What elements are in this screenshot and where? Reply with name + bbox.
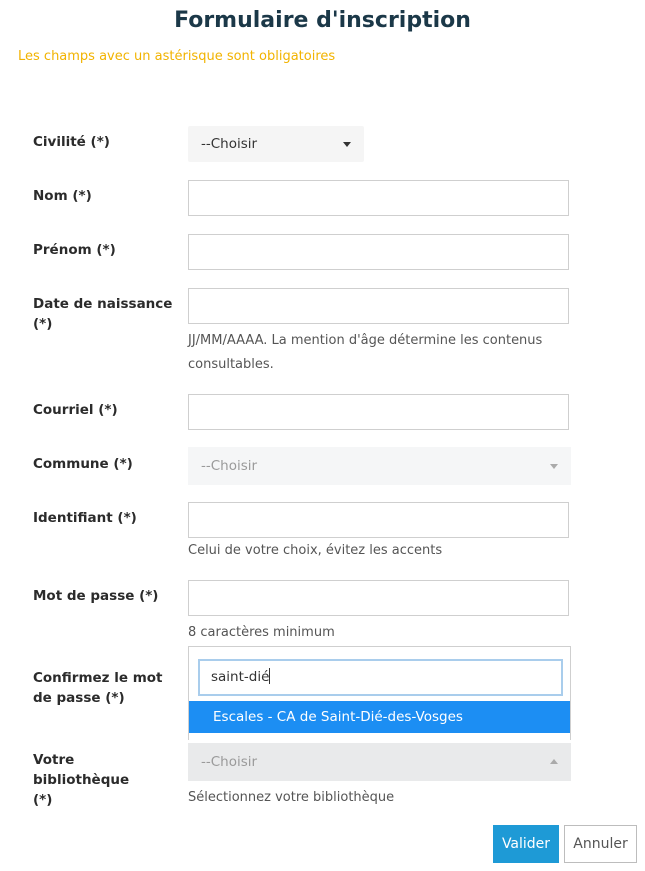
- caret-down-icon: [550, 464, 558, 469]
- password-help: 8 caractères minimum: [188, 625, 335, 640]
- courriel-input[interactable]: [188, 394, 569, 430]
- bibliotheque-select-value: --Choisir: [201, 754, 258, 770]
- dropdown-search-value: saint-dié: [211, 669, 270, 685]
- cancel-button[interactable]: Annuler: [564, 825, 637, 863]
- bibliotheque-label-line2: (*): [33, 792, 53, 808]
- nom-label: Nom (*): [33, 188, 92, 204]
- identifiant-help: Celui de votre choix, évitez les accents: [188, 543, 443, 558]
- identifiant-input[interactable]: [188, 502, 569, 538]
- dropdown-search-input[interactable]: [198, 659, 563, 696]
- identifiant-label: Identifiant (*): [33, 510, 137, 526]
- caret-down-icon: [343, 142, 351, 147]
- password-confirm-label-line2: de passe (*): [33, 690, 125, 706]
- naissance-help: [188, 329, 542, 377]
- dropdown-option[interactable]: Escales - CA de Saint-Dié-des-Vosges: [189, 701, 570, 733]
- password-label: Mot de passe (*): [33, 588, 159, 604]
- submit-button[interactable]: Valider: [493, 825, 559, 863]
- naissance-label: [33, 294, 173, 334]
- text-cursor: [269, 668, 270, 684]
- password-confirm-label-line1: Confirmez le mot: [33, 670, 163, 686]
- civilite-label: Civilité (*): [33, 134, 110, 150]
- page-title: Formulaire d'inscription: [174, 8, 471, 33]
- naissance-help-line2: consultables.: [188, 357, 274, 372]
- nom-input[interactable]: [188, 180, 569, 216]
- commune-select[interactable]: [188, 447, 571, 485]
- bibliotheque-label: [33, 750, 173, 810]
- prenom-input[interactable]: [188, 234, 569, 270]
- naissance-input[interactable]: [188, 288, 569, 324]
- naissance-help-line1: JJ/MM/AAAA. La mention d'âge détermine les contenus: [188, 333, 543, 348]
- naissance-label-line1: Date de naissance: [33, 296, 173, 312]
- password-input[interactable]: [188, 580, 569, 616]
- password-confirm-label: [33, 668, 173, 708]
- bibliotheque-select[interactable]: [188, 743, 571, 781]
- naissance-label-line2: (*): [33, 316, 53, 332]
- caret-up-icon: [550, 759, 558, 764]
- prenom-label: Prénom (*): [33, 242, 116, 258]
- courriel-label: Courriel (*): [33, 402, 118, 418]
- bibliotheque-dropdown: [188, 646, 571, 740]
- required-notice: Les champs avec un astérisque sont obligatoires: [18, 49, 336, 64]
- commune-select-value: --Choisir: [201, 458, 258, 474]
- civilite-select-value: --Choisir: [201, 136, 258, 152]
- commune-label: Commune (*): [33, 456, 133, 472]
- bibliotheque-label-line1: Votre bibliothèque: [33, 752, 130, 788]
- bibliotheque-help: Sélectionnez votre bibliothèque: [188, 790, 395, 805]
- civilite-select[interactable]: [188, 126, 364, 162]
